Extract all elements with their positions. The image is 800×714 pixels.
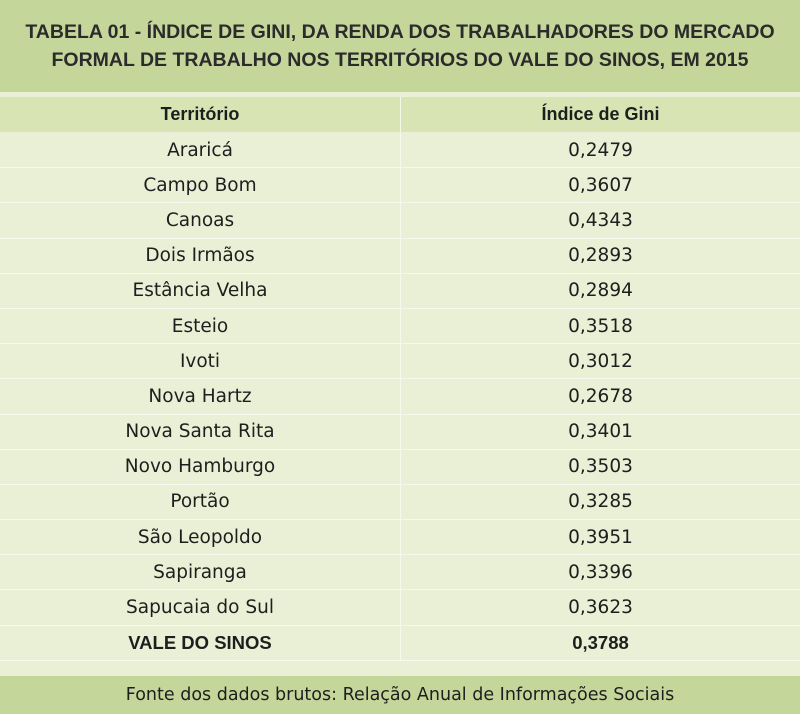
cell-indice: 0,3012 [568, 350, 633, 372]
cell-indice: 0,2479 [568, 139, 633, 161]
cell-territorio: Canoas [0, 203, 401, 237]
table-row [0, 520, 800, 555]
table-row [0, 590, 800, 625]
table-row [0, 485, 800, 520]
total-indice: 0,3788 [572, 631, 629, 653]
header-territorio: Território [0, 97, 401, 132]
cell-territorio: Estância Velha [0, 274, 401, 308]
cell-indice: 0,3396 [568, 561, 633, 583]
cell-indice: 0,3518 [568, 315, 633, 337]
table-row [0, 415, 800, 450]
cell-territorio: Esteio [0, 309, 401, 343]
table-row [0, 309, 800, 344]
table-row [0, 133, 800, 168]
cell-indice: 0,3503 [568, 456, 633, 478]
total-territorio: VALE DO SINOS [0, 626, 401, 660]
table-row [0, 450, 800, 485]
table-row [0, 168, 800, 203]
cell-territorio: Nova Santa Rita [0, 415, 401, 449]
table-title-line-2: FORMAL DE TRABALHO NOS TERRITÓRIOS DO VALE DO SINOS, EM 2015 [51, 49, 749, 71]
cell-territorio: Ivoti [0, 344, 401, 378]
cell-territorio: Araricá [0, 133, 401, 167]
table-row [0, 555, 800, 590]
cell-indice: 0,2894 [568, 280, 633, 302]
cell-indice: 0,3623 [568, 597, 633, 619]
table-title [0, 0, 800, 92]
cell-territorio: Sapucaia do Sul [0, 590, 401, 624]
cell-territorio: Dois Irmãos [0, 239, 401, 273]
table-total-row [0, 626, 800, 661]
cell-indice: 0,3607 [568, 174, 633, 196]
table-body [0, 133, 800, 661]
cell-indice: 0,2893 [568, 245, 633, 267]
cell-indice: 0,4343 [568, 209, 633, 231]
cell-indice: 0,2678 [568, 385, 633, 407]
table-row [0, 274, 800, 309]
table-header-row [0, 97, 800, 132]
table-row [0, 203, 800, 238]
table-row [0, 379, 800, 414]
table-source-footer: Fonte dos dados brutos: Relação Anual de Informações Sociais [0, 676, 800, 714]
cell-territorio: Portão [0, 485, 401, 519]
table-row [0, 239, 800, 274]
header-indice-gini: Índice de Gini [541, 104, 660, 124]
table-row [0, 344, 800, 379]
cell-territorio: Nova Hartz [0, 379, 401, 413]
cell-indice: 0,3285 [568, 491, 633, 513]
table-title-line-1: TABELA 01 - ÍNDICE DE GINI, DA RENDA DOS TRABALHADORES DO MERCADO [25, 21, 775, 43]
cell-territorio: Novo Hamburgo [0, 450, 401, 484]
cell-territorio: São Leopoldo [0, 520, 401, 554]
cell-territorio: Sapiranga [0, 555, 401, 589]
cell-indice: 0,3951 [568, 526, 633, 548]
cell-territorio: Campo Bom [0, 168, 401, 202]
cell-indice: 0,3401 [568, 421, 633, 443]
